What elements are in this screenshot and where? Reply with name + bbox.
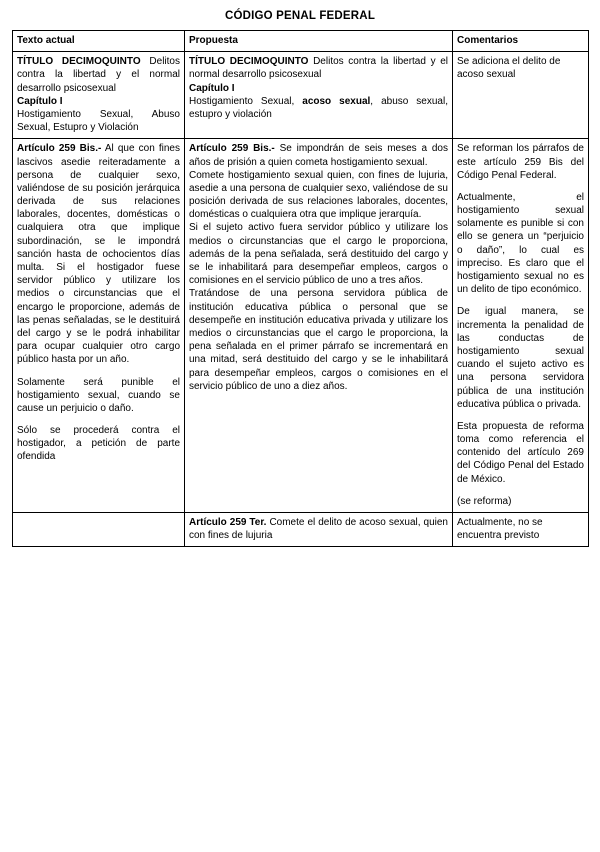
paragraph-text: Se reforman los párrafos de este artículo 259 Bis del Código Penal Federal.: [457, 143, 584, 181]
cell-comentarios: [453, 52, 589, 139]
paragraph-text-cont: , abuso sexual, estupro y violación: [189, 95, 448, 120]
paragraph: [17, 376, 180, 416]
paragraph-text: Al que con fines lascivos asedie reiteradamente a persona de cualquier sexo, valiéndose de su posición jerárquica derivada de sus relaciones laborales, docentes, domésticas o cualquiera otra que implique subordinación, se le impondrá sanción hasta de ochocientos días multa. Si el hostigador fuese servidor público y utilizare los medios o circunstancias que el encargo le proporcione, además de las penas señaladas, se le destituirá del cargo y se le podrá inhabilitar para ocupar cualquier otro cargo público hasta por un año.: [17, 143, 180, 366]
paragraph: [17, 142, 180, 366]
column-header-propuesta: Propuesta: [185, 31, 453, 52]
paragraph-text: Solamente será punible el hostigamiento sexual, cuando se cause un perjuicio o daño.: [17, 376, 180, 414]
paragraph-lead: Capítulo I: [17, 95, 63, 107]
paragraph-text: Hostigamiento Sexual,: [189, 95, 303, 107]
table-row: [13, 52, 589, 139]
paragraph: [189, 169, 448, 222]
table-row: [13, 513, 589, 547]
paragraph: [17, 108, 180, 134]
paragraph: [189, 82, 448, 95]
paragraph: [189, 95, 448, 121]
paragraph: [457, 305, 584, 411]
paragraph-lead: TÍTULO DECIMOQUINTO: [17, 56, 141, 68]
paragraph-lead: Capítulo I: [189, 82, 235, 94]
paragraph-text: Delitos contra la libertad y el normal desarrollo psicosexual: [17, 56, 180, 94]
table-row: [13, 139, 589, 513]
paragraph: [189, 287, 448, 393]
paragraph-lead: TÍTULO DECIMOQUINTO: [189, 56, 309, 68]
paragraph: [457, 495, 584, 508]
paragraph: [17, 55, 180, 95]
paragraph-text: Comete hostigamiento sexual quien, con fines de lujuria, asedie a una persona de cualquier sexo, valiéndose de su posición derivada de sus relaciones laborales, docentes, domésticas o cualquiera otra que implique jerarquía.: [189, 169, 448, 221]
paragraph: [457, 142, 584, 182]
paragraph-text: Delitos contra la libertad y el normal desarrollo psicosexual: [189, 56, 448, 81]
paragraph: [17, 424, 180, 464]
cell-propuesta: [185, 139, 453, 513]
paragraph-text: Si el sujeto activo fuera servidor público y utilizare los medios o circunstancias que el cargo le proporciona, además de la pena señalada, será destituido del cargo y se le inhabilitará para desempeñar empleos, cargos o comisiones en el servicio público de uno a tres años.: [189, 222, 448, 287]
paragraph: [457, 420, 584, 486]
column-header-comentarios: Comentarios: [453, 31, 589, 52]
paragraph-emphasis: acoso sexual: [302, 95, 371, 107]
paragraph-text: Comete el delito de acoso sexual, quien con fines de lujuria: [189, 517, 448, 542]
cell-texto-actual: [13, 513, 185, 547]
comparison-table: [12, 30, 589, 547]
column-header-texto-actual: Texto actual: [13, 31, 185, 52]
paragraph-text: Hostigamiento Sexual, Abuso Sexual, Estupro y Violación: [17, 108, 180, 134]
paragraph-lead: Artículo 259 Ter.: [189, 517, 267, 528]
paragraph: [457, 516, 584, 542]
paragraph-text: Actualmente, no se encuentra previsto: [457, 517, 543, 542]
paragraph-text: Tratándose de una persona servidora pública de institución educativa pública o personal que se desempeñe en institución educativa privada y utilizare los medios o circunstancias que el cargo le proporciona, la pena señalada en el primer párrafo se incrementará en una mitad, será destituido del cargo y se le inhabilitará para desempeñar empleos, cargos o comisiones en el servicio público de uno a diez años.: [189, 288, 448, 392]
paragraph-text: Sólo se procederá contra el hostigador, a petición de parte ofendida: [17, 425, 180, 463]
cell-texto-actual: [13, 52, 185, 139]
paragraph: [189, 221, 448, 287]
cell-comentarios: [453, 513, 589, 547]
paragraph-text: De igual manera, se incrementa la penalidad de las conductas de hostigamiento sexual cuando el sujeto activo es una persona servidora pública de una institución educativa pública o privada.: [457, 306, 584, 410]
paragraph-lead: Artículo 259 Bis.-: [189, 143, 275, 155]
paragraph-text: Se adiciona el delito de acoso sexual: [457, 56, 561, 81]
cell-comentarios: [453, 139, 589, 513]
paragraph: [457, 191, 584, 297]
paragraph-lead: Artículo 259 Bis.-: [17, 143, 102, 155]
paragraph: [189, 142, 448, 168]
cell-texto-actual: [13, 139, 185, 513]
cell-propuesta: [185, 513, 453, 547]
paragraph: [17, 95, 180, 108]
page-title: CÓDIGO PENAL FEDERAL: [224, 10, 376, 22]
table-header-row: [13, 31, 589, 52]
paragraph: [189, 55, 448, 81]
paragraph-text: (se reforma): [457, 495, 512, 507]
paragraph-text: Se impondrán de seis meses a dos años de prisión a quien cometa hostigamiento sexual.: [189, 143, 448, 168]
paragraph-text: Esta propuesta de reforma toma como referencia el contenido del artículo 269 del Código Penal del Estado de México.: [457, 420, 584, 485]
cell-propuesta: [185, 52, 453, 139]
paragraph: [457, 55, 584, 81]
paragraph: [189, 516, 448, 542]
paragraph-text: Actualmente, el hostigamiento sexual solamente es punible si con ello se genera un “perjuicio o daño”, lo cual es impreciso. Es claro que el hostigamiento sexual no es un delito de tipo económico.: [457, 191, 584, 296]
